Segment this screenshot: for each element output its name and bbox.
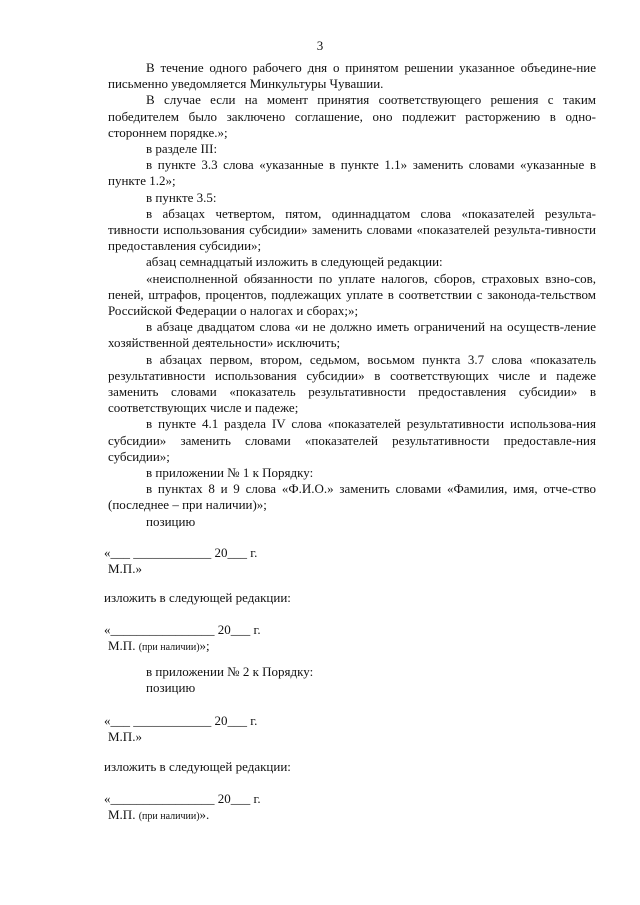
paragraph: в приложении № 1 к Порядку: <box>146 465 314 481</box>
date-line: «________________ 20___ г. <box>104 622 261 637</box>
mp-suffix: »; <box>199 638 210 654</box>
paragraph: в пункте 4.1 раздела IV слова «показателей результативности использова-ния субсидии» заменить словами «показателей результативности предоставле-ния субсидии»; <box>108 416 596 464</box>
mp-suffix: ». <box>199 807 210 823</box>
paragraph: в абзацах четвертом, пятом, одиннадцатом слова «показателей результа-тивности использования субсидии» заменить словами «показателей результа-тивности предоставления субсидии»; <box>108 205 596 254</box>
paragraph: «неисполненной обязанности по уплате налогов, сборов, страховых взно-сов, пеней, штрафов, процентов, подлежащих уплате в соответствии с законода-тельством Российской Федерации о налогах и сборах;»; <box>108 270 596 319</box>
paragraph: в абзацах первом, втором, седьмом, восьмом пункта 3.7 слова «показатель результативности использования субсидии» в соответствующих числе и падеже заменить словами «показатель результативности предоставления субсидии» в соответствующих числе и падеже; <box>108 351 596 416</box>
paragraph: В случае если на момент принятия соответствующего решения с таким победителем было заключено соглашение, оно подлежит расторжению в одно-стороннем порядке.»; <box>108 92 596 140</box>
paragraph: в пункте 3.3 слова «указанные в пункте 1.1» заменить словами «указанные в пункте 1.2»; <box>108 157 596 189</box>
mp-line <box>104 807 504 825</box>
paragraph: в абзаце двадцатом слова «и не должно иметь ограничений на осуществ-ление хозяйственной деятельности» исключить; <box>108 319 596 351</box>
paragraph: абзац семнадцатый изложить в следующей редакции: <box>146 254 443 270</box>
date-line: «___ ____________ 20___ г. <box>104 713 258 728</box>
body-text <box>108 60 596 530</box>
mp-note: (при наличии) <box>138 811 200 823</box>
signature-block-4 <box>104 791 504 825</box>
page-number: 3 <box>316 38 324 53</box>
mp-note: (при наличии) <box>138 642 200 654</box>
replace-text-2: изложить в следующей редакции: <box>104 759 291 774</box>
mp-line: М.П.» <box>108 729 142 745</box>
date-line: «________________ 20___ г. <box>104 791 261 806</box>
paragraph: В течение одного рабочего дня о принятом решении указанное объедине-ние письменно уведомляется Минкультуры Чувашии. <box>108 60 596 92</box>
paragraph: в пунктах 8 и 9 слова «Ф.И.О.» заменить словами «Фамилия, имя, отче-ство (последнее – при наличии)»; <box>108 481 596 513</box>
mp-label: М.П. <box>108 638 139 654</box>
paragraph: в разделе III: <box>146 141 218 157</box>
mp-line <box>104 638 504 656</box>
paragraph: в пункте 3.5: <box>146 189 217 205</box>
paragraph: позицию <box>146 513 196 529</box>
mp-line: М.П.» <box>108 561 142 577</box>
signature-block-2 <box>104 622 504 656</box>
position-line: позицию <box>146 680 196 696</box>
appendix-2-line: в приложении № 2 к Порядку: <box>146 664 314 679</box>
appendix-2 <box>146 664 546 696</box>
mp-label: М.П. <box>108 807 139 823</box>
signature-block-1 <box>104 545 504 577</box>
replace-text-1: изложить в следующей редакции: <box>104 590 291 605</box>
signature-block-3 <box>104 713 504 745</box>
date-line: «___ ____________ 20___ г. <box>104 545 258 560</box>
